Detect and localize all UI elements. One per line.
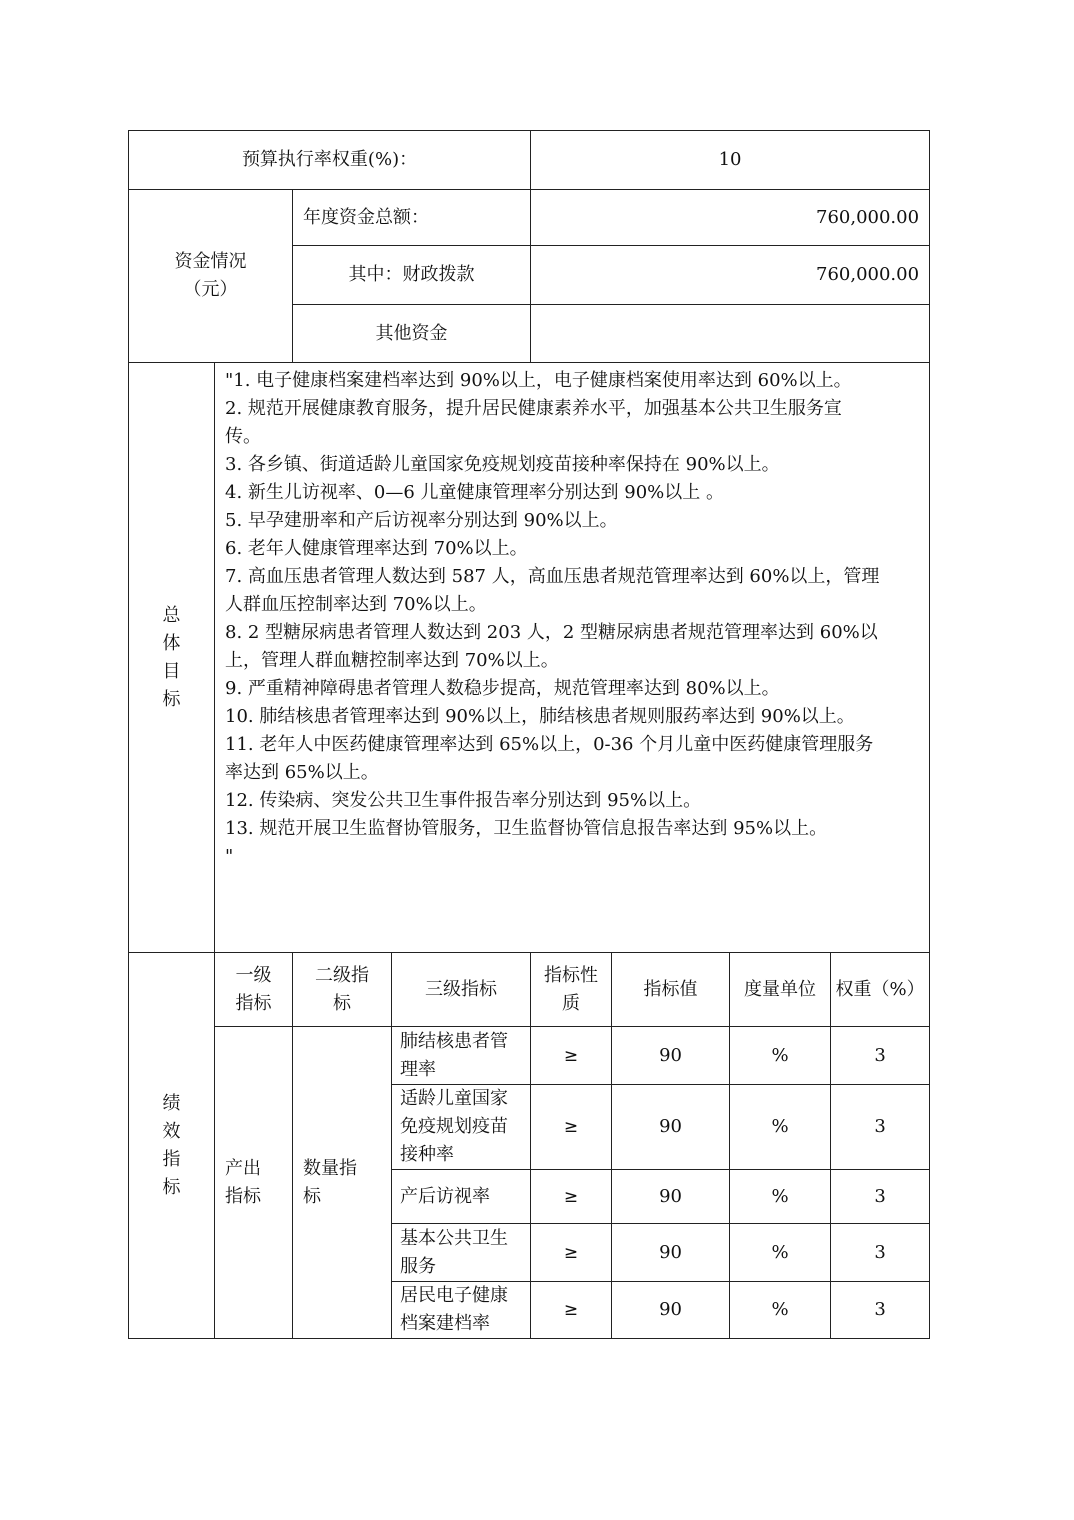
header-level2-line: 标: [333, 992, 351, 1014]
indicator-value: 90: [612, 1027, 730, 1085]
indicator-name-line: 居民电子健康: [400, 1285, 508, 1306]
goals-label-char: 目: [162, 660, 181, 682]
form-sheet: [128, 130, 929, 1339]
header-nature: [531, 953, 612, 1027]
indicator-weight: 3: [831, 1085, 930, 1170]
header-unit: 度量单位: [730, 953, 831, 1027]
level1-line: 产出: [225, 1157, 261, 1179]
level1-cell: [215, 1027, 293, 1339]
budget-weight-label: 预算执行率权重(%)：: [129, 131, 531, 190]
goals-row: [129, 363, 930, 953]
indicator-value: 90: [612, 1224, 730, 1282]
funds-label-line1: 资金情况: [174, 251, 247, 272]
perf-label-char: 指: [162, 1148, 181, 1170]
funds-other-value: [531, 305, 930, 363]
goal-line: 13. 规范开展卫生监督协管服务，卫生监督协管信息报告率达到 95%以上。: [225, 818, 828, 839]
indicator-name-line: 档案建档率: [400, 1313, 490, 1334]
perf-header-row: [129, 953, 930, 1027]
header-nature-line: 指标性: [544, 964, 599, 986]
header-level3: 三级指标: [392, 953, 531, 1027]
level2-line: 数量指: [303, 1157, 357, 1179]
indicator-name-line: 适龄儿童国家: [400, 1088, 508, 1109]
funds-total-label: 年度资金总额：: [293, 190, 531, 246]
indicator-nature: ≥: [531, 1027, 612, 1085]
goal-line: 3. 各乡镇、街道适龄儿童国家免疫规划疫苗接种率保持在 90%以上。: [225, 454, 780, 475]
goal-line: 5. 早孕建册率和产后访视率分别达到 90%以上。: [225, 510, 618, 531]
header-weight: 权重（%）: [831, 953, 930, 1027]
perf-row: [129, 1027, 930, 1085]
header-level1-line: 一级: [235, 964, 272, 986]
indicator-unit: %: [730, 1027, 831, 1085]
goal-line: 10. 肺结核患者管理率达到 90%以上，肺结核患者规则服药率达到 90%以上。: [225, 706, 855, 727]
budget-weight-value: 10: [531, 131, 930, 190]
goal-line: 传。: [225, 426, 261, 447]
goal-line: 12. 传染病、突发公共卫生事件报告率分别达到 95%以上。: [225, 790, 702, 811]
indicator-name: [392, 1224, 531, 1282]
goals-label-char: 总: [162, 604, 181, 626]
goal-line: 8. 2 型糖尿病患者管理人数达到 203 人，2 型糖尿病患者规范管理率达到 60%以: [225, 622, 878, 643]
indicator-weight: 3: [831, 1170, 930, 1224]
indicator-value: 90: [612, 1282, 730, 1339]
indicator-nature: ≥: [531, 1170, 612, 1224]
header-level1-line: 指标: [235, 992, 272, 1014]
indicator-name-line: 服务: [400, 1255, 436, 1277]
indicator-name-line: 理率: [400, 1058, 436, 1080]
goals-label-char: 体: [162, 632, 181, 654]
funds-fiscal-value: 760,000.00: [531, 246, 930, 305]
goals-text: [215, 363, 930, 953]
funds-label: [129, 190, 293, 363]
perf-label-char: 绩: [162, 1092, 181, 1114]
indicator-name: [392, 1282, 531, 1339]
indicator-name-line: 产后访视率: [400, 1185, 490, 1207]
indicator-nature: ≥: [531, 1224, 612, 1282]
indicator-name-line: 肺结核患者管: [400, 1030, 508, 1052]
goal-line: 人群血压控制率达到 70%以上。: [225, 594, 487, 615]
header-level2: [293, 953, 392, 1027]
funds-total-row: [129, 190, 930, 246]
indicator-value: 90: [612, 1085, 730, 1170]
indicator-name-line: 接种率: [400, 1144, 454, 1165]
indicator-name-line: 免疫规划疫苗: [400, 1116, 508, 1137]
funds-total-value: 760,000.00: [531, 190, 930, 246]
perf-label-char: 标: [162, 1176, 181, 1198]
header-level2-line: 二级指: [315, 964, 369, 986]
header-value: 指标值: [612, 953, 730, 1027]
goal-line: 上，管理人群血糖控制率达到 70%以上。: [225, 650, 559, 671]
indicator-unit: %: [730, 1224, 831, 1282]
indicator-nature: ≥: [531, 1282, 612, 1339]
indicator-weight: 3: [831, 1027, 930, 1085]
indicator-weight: 3: [831, 1224, 930, 1282]
goal-line: 11. 老年人中医药健康管理率达到 65%以上，0-36 个月儿童中医药健康管理服务: [225, 734, 874, 755]
goal-line: 7. 高血压患者管理人数达到 587 人，高血压患者规范管理率达到 60%以上，管理: [225, 566, 880, 587]
indicator-value: 90: [612, 1170, 730, 1224]
level1-line: 指标: [225, 1185, 261, 1207]
perf-label: [129, 953, 215, 1339]
indicator-name: [392, 1085, 531, 1170]
perf-label-char: 效: [162, 1120, 181, 1142]
level2-line: 标: [303, 1185, 321, 1207]
goals-label: [129, 363, 215, 953]
indicator-unit: %: [730, 1170, 831, 1224]
header-level1: [215, 953, 293, 1027]
indicator-unit: %: [730, 1085, 831, 1170]
indicator-nature: ≥: [531, 1085, 612, 1170]
goal-line: "1. 电子健康档案建档率达到 90%以上，电子健康档案使用率达到 60%以上。: [225, 370, 852, 391]
budget-table: [128, 130, 930, 1339]
goal-line: 率达到 65%以上。: [225, 762, 379, 783]
level2-cell: [293, 1027, 392, 1339]
goal-line: 4. 新生儿访视率、0—6 儿童健康管理率分别达到 90%以上 。: [225, 482, 724, 503]
funds-fiscal-label: 其中：财政拨款: [293, 246, 531, 305]
goal-line: 6. 老年人健康管理率达到 70%以上。: [225, 538, 528, 559]
goal-line: 2. 规范开展健康教育服务，提升居民健康素养水平，加强基本公共卫生服务宣: [225, 398, 842, 419]
budget-weight-row: [129, 131, 930, 190]
goal-line: 9. 严重精神障碍患者管理人数稳步提高，规范管理率达到 80%以上。: [225, 678, 780, 699]
header-nature-line: 质: [562, 992, 581, 1014]
indicator-name: [392, 1170, 531, 1224]
indicator-name-line: 基本公共卫生: [400, 1227, 508, 1249]
funds-other-label: 其他资金: [293, 305, 531, 363]
indicator-name: [392, 1027, 531, 1085]
indicator-unit: %: [730, 1282, 831, 1339]
funds-label-line2: （元）: [183, 279, 238, 300]
goals-label-char: 标: [162, 688, 181, 710]
indicator-weight: 3: [831, 1282, 930, 1339]
goal-line: ": [225, 846, 234, 867]
